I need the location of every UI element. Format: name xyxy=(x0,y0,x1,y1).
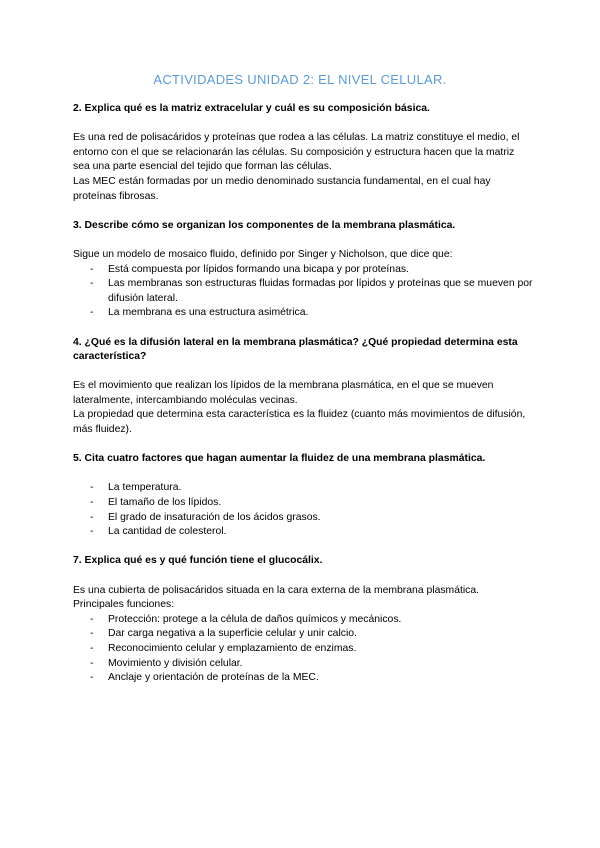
answer-5-list xyxy=(73,481,533,539)
list-item: - Dar carga negativa a la superficie celular y unir calcio. xyxy=(90,628,357,640)
list-item: - Movimiento y división celular. xyxy=(90,657,243,669)
page-title: ACTIVIDADES UNIDAD 2: EL NIVEL CELULAR. xyxy=(153,72,447,87)
list-item: - Protección: protege a la célula de daños químicos y mecánicos. xyxy=(90,613,402,625)
list-item: - Está compuesta por lípidos formando una bicapa y por proteínas. xyxy=(90,263,409,275)
question-2: 2. Explica qué es la matriz extracelular y cuál es su composición básica. xyxy=(73,103,430,114)
answer-2-paragraph-1: Es una red de polisacáridos y proteínas que rodea a las células. La matriz constituye el medio, el entorno con el que se relacionarán las células. Su composición y estructura hacen que la matriz sea una parte esencial del tejido que forman las células. xyxy=(73,132,520,173)
answer-3-intro: Sigue un modelo de mosaico fluido, definido por Singer y Nicholson, que dice que: xyxy=(73,248,453,260)
list-item: - El grado de insaturación de los ácidos grasos. xyxy=(90,511,321,523)
list-item: - La cantidad de colesterol. xyxy=(90,526,227,538)
list-item: - Reconocimiento celular y emplazamiento de enzimas. xyxy=(90,642,357,654)
answer-7-functions-label: Principales funciones: xyxy=(73,599,175,611)
question-5: 5. Cita cuatro factores que hagan aumentar la fluidez de una membrana plasmática. xyxy=(73,453,486,465)
question-4: 4. ¿Qué es la difusión lateral en la membrana plasmática? ¿Qué propiedad determina esta característica? xyxy=(73,336,518,363)
answer-4-paragraph-2: La propiedad que determina esta característica es la fluidez (cuanto más movimientos de difusión, más fluidez). xyxy=(73,409,526,436)
answer-7-list xyxy=(73,613,533,686)
list-item: - Anclaje y orientación de proteínas de la MEC. xyxy=(90,672,319,684)
list-item: - La membrana es una estructura asimétrica. xyxy=(90,307,309,319)
list-item: - Las membranas son estructuras fluidas formadas por lípidos y proteínas que se mueven por difusión lateral. xyxy=(90,278,533,304)
question-3: 3. Describe cómo se organizan los componentes de la membrana plasmática. xyxy=(73,219,456,231)
answer-4-paragraph-1: Es el movimiento que realizan los lípidos de la membrana plasmática, en el que se mueven lateralmente, intercambiando moléculas vecinas. xyxy=(73,380,494,406)
list-item: - El tamaño de los lípidos. xyxy=(90,497,222,509)
question-7: 7. Explica qué es y qué función tiene el glucocálix. xyxy=(73,555,323,567)
list-item: - La temperatura. xyxy=(90,482,182,494)
answer-2-paragraph-2: Las MEC están formadas por un medio denominado sustancia fundamental, en el cual hay proteínas fibrosas. xyxy=(73,175,491,202)
document-body xyxy=(73,102,533,686)
answer-7-intro: Es una cubierta de polisacáridos situada en la cara externa de la membrana plasmática. xyxy=(73,584,480,596)
answer-3-list xyxy=(73,263,533,321)
